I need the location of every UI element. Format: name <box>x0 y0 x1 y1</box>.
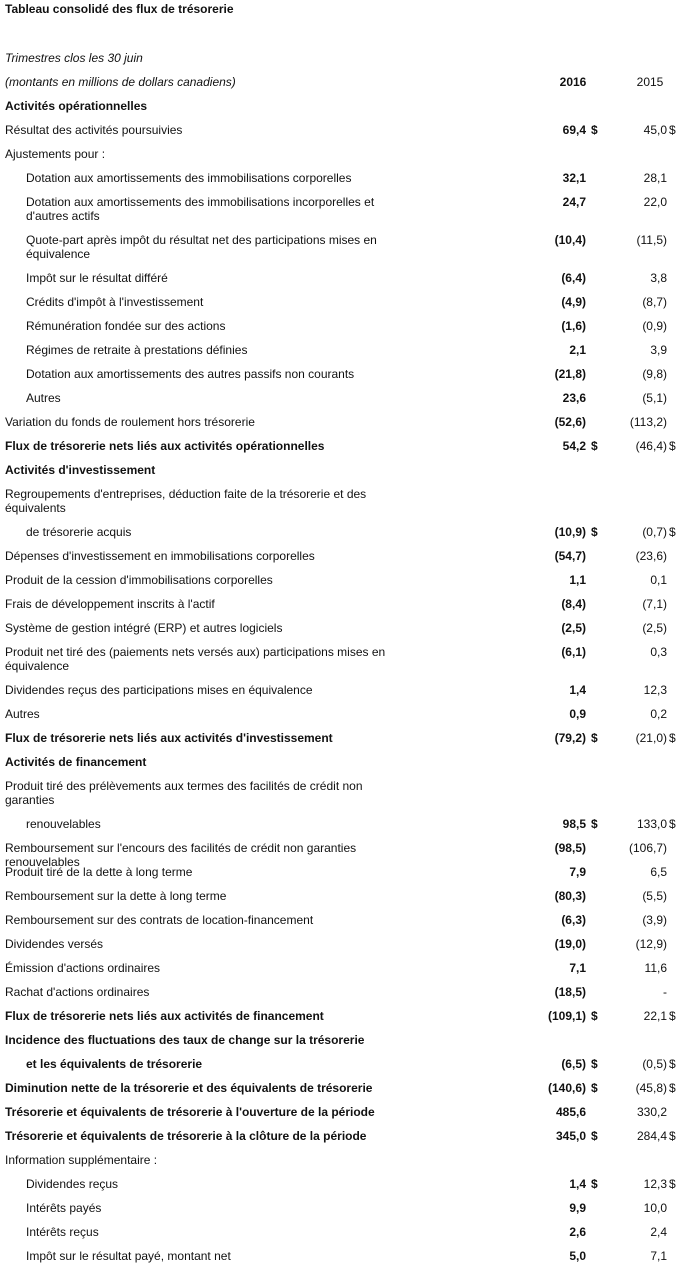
row-label: Autres <box>26 391 61 405</box>
page-title: Tableau consolidé des flux de trésorerie <box>5 2 234 16</box>
row-label: Variation du fonds de roulement hors trésorerie <box>5 415 255 429</box>
value-2016: 1,1 <box>569 573 586 587</box>
value-2015: (5,5) <box>642 889 667 903</box>
currency-2016: $ <box>591 1129 598 1143</box>
value-2016: (6,1) <box>561 645 586 659</box>
value-2015: 0,2 <box>650 707 667 721</box>
value-2015: 6,5 <box>650 865 667 879</box>
row-label: Dividendes versés <box>5 937 104 951</box>
row-label: Produit de la cession d'immobilisations corporelles <box>5 573 273 587</box>
currency-2016: $ <box>591 1081 598 1095</box>
value-2016: 485,6 <box>555 1105 586 1119</box>
row-label: de trésorerie acquis <box>26 525 132 539</box>
row-label: Résultat des activités poursuivies <box>5 123 183 137</box>
row-label: Remboursement sur des contrats de location-financement <box>5 913 314 927</box>
value-2016: 54,2 <box>562 439 586 453</box>
value-2015: (113,2) <box>629 415 667 429</box>
currency-2015: $ <box>669 731 676 745</box>
row-label: Regroupements d'entreprises, déduction faite de la trésorerie et des équivalents <box>5 487 367 515</box>
value-2015: (0,9) <box>642 319 667 333</box>
currency-2015: $ <box>669 1057 676 1071</box>
row-label: Système de gestion intégré (ERP) et autres logiciels <box>5 621 283 635</box>
row-label: Dividendes reçus <box>26 1177 119 1191</box>
row-label: Activités de financement <box>5 755 147 769</box>
value-2016: (4,9) <box>561 295 586 309</box>
value-2015: 3,9 <box>650 343 667 357</box>
currency-2016: $ <box>591 123 598 137</box>
row-label: Diminution nette de la trésorerie et des équivalents de trésorerie <box>5 1081 373 1095</box>
value-2015: (46,4) <box>635 439 667 453</box>
row-label: Ajustements pour : <box>5 147 106 161</box>
value-2016: 2,6 <box>569 1225 586 1239</box>
col-header-2016: 2016 <box>559 75 587 89</box>
currency-2015: $ <box>669 525 676 539</box>
value-2015: (106,7) <box>628 841 667 855</box>
value-2015: 284,4 <box>636 1129 667 1143</box>
row-label: Dotation aux amortissements des immobilisations incorporelles et d'autres actifs <box>26 195 375 223</box>
value-2016: 2,1 <box>569 343 586 357</box>
value-2015: 22,0 <box>643 195 667 209</box>
value-2016: (98,5) <box>554 841 586 855</box>
row-label: Trésorerie et équivalents de trésorerie à la clôture de la période <box>5 1129 367 1143</box>
row-label: Intérêts reçus <box>26 1225 99 1239</box>
value-2016: (6,4) <box>561 271 586 285</box>
row-label: Crédits d'impôt à l'investissement <box>26 295 204 309</box>
row-label: Produit net tiré des (paiements nets versés aux) participations mises en équivalence <box>5 645 386 673</box>
value-2015: 45,0 <box>643 123 667 137</box>
value-2016: (18,5) <box>554 985 586 999</box>
period-label: Trimestres clos les 30 juin <box>5 51 143 65</box>
currency-2015: $ <box>669 817 676 831</box>
row-label: Dotation aux amortissements des immobilisations corporelles <box>26 171 352 185</box>
row-label: Flux de trésorerie nets liés aux activités de financement <box>5 1009 324 1023</box>
row-label: Autres <box>5 707 40 721</box>
row-label: Information supplémentaire : <box>5 1153 158 1167</box>
col-header-2015: 2015 <box>636 75 664 89</box>
value-2016: (6,3) <box>561 913 586 927</box>
currency-2016: $ <box>591 439 598 453</box>
value-2016: 32,1 <box>562 171 586 185</box>
row-label: Flux de trésorerie nets liés aux activités d'investissement <box>5 731 333 745</box>
value-2015: 0,3 <box>650 645 667 659</box>
row-label: Produit tiré de la dette à long terme <box>5 865 193 879</box>
row-label: Trésorerie et équivalents de trésorerie à l'ouverture de la période <box>5 1105 375 1119</box>
value-2016: 23,6 <box>562 391 586 405</box>
currency-2015: $ <box>669 439 676 453</box>
row-label: Activités opérationnelles <box>5 99 148 113</box>
row-label: Régimes de retraite à prestations définies <box>26 343 248 357</box>
row-label: Dividendes reçus des participations mises en équivalence <box>5 683 313 697</box>
row-label: Rémunération fondée sur des actions <box>26 319 226 333</box>
value-2015: (3,9) <box>642 913 667 927</box>
value-2015: (23,6) <box>635 549 667 563</box>
value-2016: (8,4) <box>561 597 586 611</box>
value-2015: (45,8) <box>635 1081 667 1095</box>
value-2015: 3,8 <box>650 271 667 285</box>
value-2016: (54,7) <box>554 549 586 563</box>
value-2015: 10,0 <box>643 1201 667 1215</box>
value-2016: (109,1) <box>547 1009 586 1023</box>
row-label: Incidence des fluctuations des taux de change sur la trésorerie <box>5 1033 365 1047</box>
row-label: Remboursement sur l'encours des facilités de crédit non garanties renouvelables <box>5 841 357 869</box>
value-2015: (2,5) <box>642 621 667 635</box>
value-2016: (140,6) <box>547 1081 586 1095</box>
row-label: renouvelables <box>26 817 101 831</box>
row-label: Dépenses d'investissement en immobilisations corporelles <box>5 549 315 563</box>
value-2015: 12,3 <box>643 1177 667 1191</box>
units-label: (montants en millions de dollars canadiens) <box>5 75 236 89</box>
value-2016: (79,2) <box>554 731 586 745</box>
row-label: Rachat d'actions ordinaires <box>5 985 150 999</box>
currency-2016: $ <box>591 525 598 539</box>
currency-2015: $ <box>669 1129 676 1143</box>
value-2015: (7,1) <box>642 597 667 611</box>
value-2015: (21,0) <box>635 731 667 745</box>
currency-2016: $ <box>591 1177 598 1191</box>
row-label: Émission d'actions ordinaires <box>5 961 161 975</box>
row-label: Frais de développement inscrits à l'actif <box>5 597 215 611</box>
currency-2016: $ <box>591 1057 598 1071</box>
value-2016: 9,9 <box>569 1201 586 1215</box>
value-2016: (6,5) <box>561 1057 586 1071</box>
value-2015: (0,5) <box>642 1057 667 1071</box>
row-label: Quote-part après impôt du résultat net des participations mises en équivalence <box>26 233 377 261</box>
value-2016: 7,9 <box>569 865 586 879</box>
value-2015: 0,1 <box>650 573 667 587</box>
value-2015: - <box>663 985 667 999</box>
value-2015: 7,1 <box>650 1249 667 1263</box>
value-2016: 7,1 <box>569 961 586 975</box>
value-2016: 1,4 <box>569 683 586 697</box>
currency-2015: $ <box>669 1081 676 1095</box>
value-2016: 98,5 <box>562 817 586 831</box>
value-2015: 12,3 <box>643 683 667 697</box>
value-2016: 345,0 <box>555 1129 586 1143</box>
value-2015: (0,7) <box>642 525 667 539</box>
value-2016: 1,4 <box>569 1177 586 1191</box>
row-label: Intérêts payés <box>26 1201 102 1215</box>
value-2016: (19,0) <box>554 937 586 951</box>
value-2015: 330,2 <box>636 1105 667 1119</box>
currency-2016: $ <box>591 731 598 745</box>
value-2015: (12,9) <box>635 937 667 951</box>
value-2016: 0,9 <box>569 707 586 721</box>
value-2016: 5,0 <box>569 1249 586 1263</box>
row-label: Impôt sur le résultat payé, montant net <box>26 1249 231 1263</box>
currency-2016: $ <box>591 1009 598 1023</box>
value-2016: (2,5) <box>561 621 586 635</box>
currency-2016: $ <box>591 817 598 831</box>
value-2015: 133,0 <box>636 817 667 831</box>
value-2015: (5,1) <box>642 391 667 405</box>
value-2015: (11,5) <box>636 233 667 247</box>
currency-2015: $ <box>669 123 676 137</box>
value-2016: (80,3) <box>554 889 586 903</box>
value-2015: (8,7) <box>642 295 667 309</box>
value-2016: (52,6) <box>554 415 586 429</box>
row-label: et les équivalents de trésorerie <box>26 1057 203 1071</box>
row-label: Flux de trésorerie nets liés aux activités opérationnelles <box>5 439 325 453</box>
value-2015: (9,8) <box>642 367 667 381</box>
value-2016: (1,6) <box>561 319 586 333</box>
value-2016: (21,8) <box>554 367 586 381</box>
row-label: Remboursement sur la dette à long terme <box>5 889 227 903</box>
row-label: Produit tiré des prélèvements aux termes des facilités de crédit non garanties <box>5 779 363 807</box>
value-2015: 28,1 <box>643 171 667 185</box>
row-label: Impôt sur le résultat différé <box>26 271 168 285</box>
value-2016: 24,7 <box>562 195 586 209</box>
row-label: Dotation aux amortissements des autres passifs non courants <box>26 367 355 381</box>
value-2016: (10,9) <box>554 525 586 539</box>
value-2016: 69,4 <box>562 123 586 137</box>
value-2015: 22,1 <box>643 1009 667 1023</box>
value-2015: 11,6 <box>644 961 667 975</box>
row-label: Activités d'investissement <box>5 463 156 477</box>
value-2016: (10,4) <box>554 233 586 247</box>
value-2015: 2,4 <box>650 1225 667 1239</box>
currency-2015: $ <box>669 1009 676 1023</box>
currency-2015: $ <box>669 1177 676 1191</box>
